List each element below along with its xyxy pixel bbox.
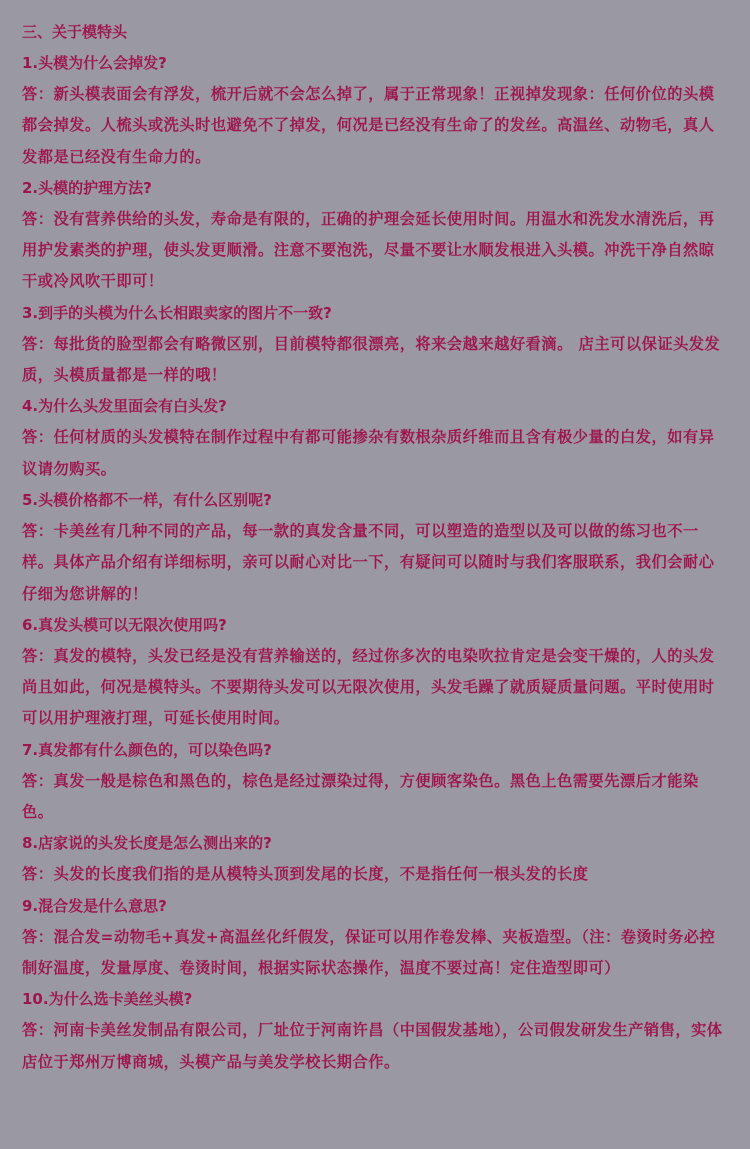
faq-question: 5.头模价格都不一样，有什么区别呢? [22, 490, 272, 509]
faq-item-8 [22, 828, 728, 890]
faq-item-7 [22, 735, 728, 829]
faq-answer: 答：每批货的脸型都会有略微区别，目前模特都很漂亮，将来会越来越好看滴。 店主可以保证头发发质，头模质量都是一样的哦！ [22, 334, 721, 385]
faq-item-9 [22, 891, 728, 985]
faq-question: 7.真发都有什么颜色的，可以染色吗? [22, 740, 272, 759]
faq-item-5 [22, 485, 728, 610]
faq-question: 9.混合发是什么意思? [22, 896, 167, 915]
faq-item-2 [22, 173, 728, 298]
faq-question: 8.店家说的头发长度是怎么测出来的? [22, 834, 272, 853]
faq-item-10 [22, 984, 728, 1078]
faq-item-3 [22, 298, 728, 392]
faq-question: 10.为什么选卡美丝头模? [22, 990, 193, 1009]
faq-question: 3.到手的头模为什么长相跟卖家的图片不一致? [22, 303, 332, 322]
faq-answer: 答：没有营养供给的头发，寿命是有限的，正确的护理会延长使用时间。用温水和洗发水清洗后，再用护发素类的护理，使头发更顺滑。注意不要泡洗，尽量不要让水顺发根进入头模。冲洗干净自然晾干或冷风吹干即可！ [22, 209, 715, 291]
faq-item-4 [22, 391, 728, 485]
faq-answer: 答：河南卡美丝发制品有限公司，厂址位于河南许昌（中国假发基地），公司假发研发生产销售，实体店位于郑州万博商城，头模产品与美发学校长期合作。 [22, 1021, 723, 1071]
section-title: 三、关于模特头 [22, 23, 128, 41]
faq-answer: 答：真发一般是棕色和黑色的，棕色是经过漂染过得，方便顾客染色。黑色上色需要先漂后才能染色。 [22, 771, 699, 822]
faq-item-6 [22, 610, 728, 735]
faq-question: 1.头模为什么会掉发? [22, 54, 167, 72]
faq-answer: 答：真发的模特，头发已经是没有营养输送的，经过你多次的电染吹拉肯定是会变干燥的，人的头发尚且如此，何况是模特头。不要期待头发可以无限次使用，头发毛躁了就质疑质量问题。平时使用时可以用护理液打理，可延长使用时间。 [22, 646, 715, 728]
faq-question: 6.真发头模可以无限次使用吗? [22, 615, 227, 634]
faq-answer: 答：混合发=动物毛+真发+高温丝化纤假发，保证可以用作卷发棒、夹板造型。（注：卷烫时务必控制好温度，发量厚度、卷烫时间，根据实际状态操作，温度不要过高！定住造型即可） [22, 927, 716, 977]
faq-answer: 答：卡美丝有几种不同的产品，每一款的真发含量不同，可以塑造的造型以及可以做的练习也不一样。具体产品介绍有详细标明，亲可以耐心对比一下，有疑问可以随时与我们客服联系，我们会耐心仔细为您讲解的！ [22, 521, 715, 603]
faq-item-1 [22, 48, 728, 173]
faq-answer: 答：新头模表面会有浮发，梳开后就不会怎么掉了，属于正常现象！正视掉发现象：任何价位的头模都会掉发。人梳头或洗头时也避免不了掉发，何况是已经没有生命了的发丝。高温丝、动物毛，真人发都是已经没有生命力的。 [22, 85, 715, 166]
faq-question: 4.为什么头发里面会有白头发? [22, 397, 227, 416]
faq-question: 2.头模的护理方法? [22, 178, 152, 197]
faq-answer: 答：任何材质的头发模特在制作过程中有都可能掺杂有数根杂质纤维而且含有极少量的白发，如有异议请勿购买。 [22, 428, 715, 478]
faq-answer: 答：头发的长度我们指的是从模特头顶到发尾的长度，不是指任何一根头发的长度 [22, 865, 589, 884]
